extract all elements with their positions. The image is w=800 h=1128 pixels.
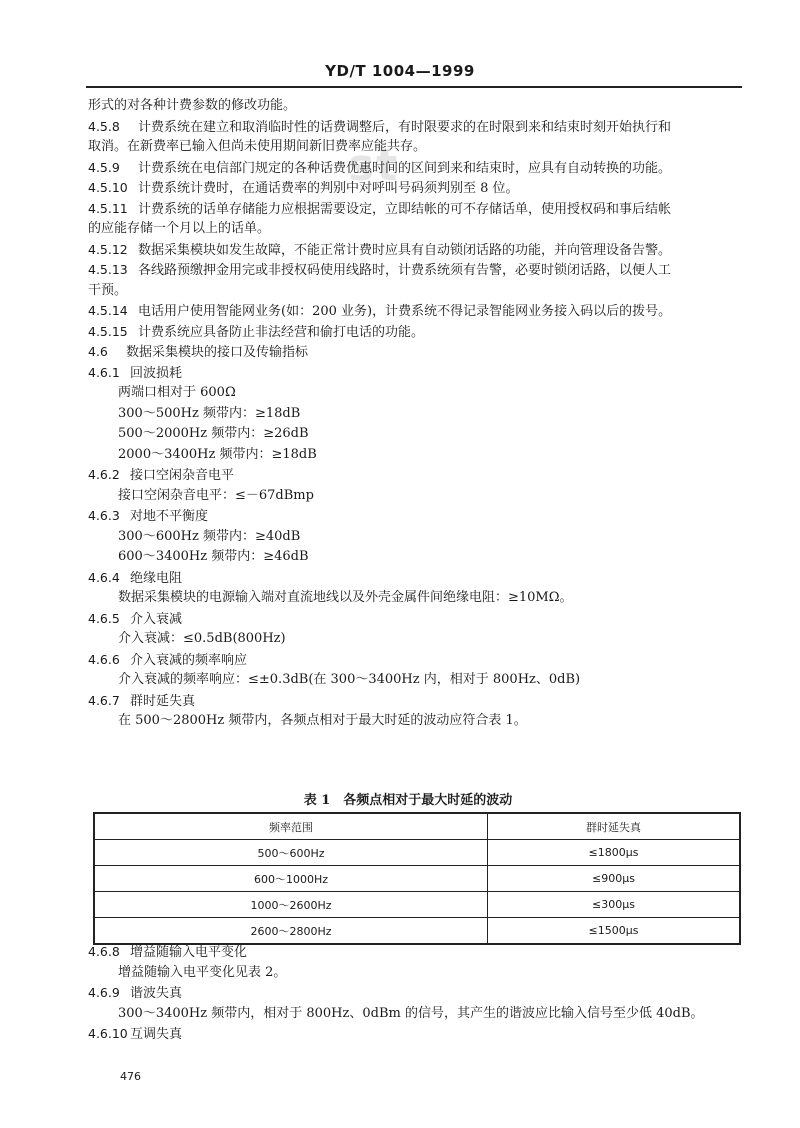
page-number: 476 xyxy=(120,1070,141,1083)
clause-text: 数据采集模块如发生故障，不能正常计费时应具有自动锁闭话路的功能，并向管理设备告警。 xyxy=(138,242,672,258)
text-line xyxy=(88,219,748,240)
clause-number: 4.6.5 xyxy=(88,610,120,626)
table-group-delay xyxy=(93,812,741,945)
clause-text: 计费系统在电信部门规定的各种话费优惠时间的区间到来和结束时，应具有自动转换的功能。 xyxy=(138,160,672,176)
clause-number: 4.6.1 xyxy=(88,364,120,380)
clause-number: 4.5.9 xyxy=(88,159,120,175)
header-rule xyxy=(86,86,742,88)
text-line xyxy=(88,445,748,466)
clause-line xyxy=(88,568,748,589)
clause-text: 两端口相对于 600Ω xyxy=(118,385,236,400)
clause-number: 4.5.12 xyxy=(88,241,128,257)
clause-line xyxy=(88,240,748,261)
table-header-cell: 群时延失真 xyxy=(488,813,741,840)
clause-line xyxy=(88,199,748,220)
text-line xyxy=(88,96,748,117)
body-text-top xyxy=(88,96,748,732)
clause-text: 增益随输入电平变化 xyxy=(130,945,248,960)
clause-number: 4.5.8 xyxy=(88,118,120,134)
table-cell-delay: ≤1500μs xyxy=(488,918,741,945)
clause-number: 4.6.4 xyxy=(88,569,120,585)
text-line xyxy=(88,629,748,650)
clause-number: 4.6 xyxy=(88,344,108,359)
clause-text: 在 500～2800Hz 频带内，各频点相对于最大时延的波动应符合表 1。 xyxy=(118,713,527,728)
clause-text: 互调失真 xyxy=(130,1027,183,1042)
clause-line xyxy=(88,363,748,384)
text-line xyxy=(88,424,748,445)
clause-text: 增益随输入电平变化见表 2。 xyxy=(118,964,287,980)
text-line xyxy=(88,281,748,302)
text-line xyxy=(88,137,748,158)
clause-line xyxy=(88,691,748,712)
clause-number: 4.6.3 xyxy=(88,508,120,523)
clause-number: 4.5.13 xyxy=(88,262,128,277)
table-cell-delay: ≤300μs xyxy=(488,892,741,918)
text-line xyxy=(88,486,748,507)
clause-number: 4.6.9 xyxy=(88,985,120,1000)
table-row xyxy=(94,840,740,866)
clause-line xyxy=(88,942,748,963)
clause-text: 接口空闲杂音电平 xyxy=(130,468,235,483)
clause-number: 4.5.10 xyxy=(88,180,128,195)
clause-line xyxy=(88,465,748,486)
clause-number: 4.6.10 xyxy=(88,1026,128,1041)
clause-number: 4.6.2 xyxy=(88,467,120,482)
clause-line xyxy=(88,650,748,671)
clause-text: 对地不平衡度 xyxy=(130,509,209,524)
clause-line xyxy=(88,158,748,179)
table-row xyxy=(94,866,740,892)
clause-text: 计费系统应具备防止非法经营和偷打电话的功能。 xyxy=(138,324,425,340)
clause-text: 500～2000Hz 频带内：≥26dB xyxy=(118,426,309,441)
clause-text: 电话用户使用智能网业务(如：200 业务)，计费系统不得记录智能网业务接入码以后的拨号。 xyxy=(138,304,672,319)
clause-text: 计费系统在建立和取消临时性的话费调整后，有时限要求的在时限到来和结束时刻开始执行和 xyxy=(138,119,672,135)
clause-number: 4.5.11 xyxy=(88,200,128,216)
table-cell-frequency: 1000～2600Hz xyxy=(94,892,488,918)
clause-line xyxy=(88,117,748,138)
clause-text: 回波损耗 xyxy=(130,365,183,381)
clause-line xyxy=(88,322,748,343)
clause-text: 绝缘电阻 xyxy=(130,570,183,586)
table-cell-delay: ≤900μs xyxy=(488,866,741,892)
text-line xyxy=(88,711,748,732)
clause-line xyxy=(88,506,748,527)
clause-text: 数据采集模块的接口及传输指标 xyxy=(126,345,309,360)
clause-text: 计费系统的话单存储能力应根据需要设定，立即结帐的可不存储话单，使用授权码和事后结帐 xyxy=(138,201,672,217)
table-cell-frequency: 600～1000Hz xyxy=(94,866,488,892)
clause-text: 谐波失真 xyxy=(130,986,183,1001)
clause-line xyxy=(88,301,748,322)
clause-text: 300～3400Hz 频带内，相对于 800Hz、0dBm 的信号，其产生的谐波应比输入信号至少低 40dB。 xyxy=(118,1005,704,1021)
clause-number: 4.5.15 xyxy=(88,323,128,339)
clause-text: 数据采集模块的电源输入端对直流地线以及外壳金属件间绝缘电阻：≥10MΩ。 xyxy=(118,590,573,605)
body-text-bottom xyxy=(88,942,748,1045)
watermark: st xyxy=(348,140,400,191)
text-line xyxy=(88,527,748,548)
clause-text: 计费系统计费时，在通话费率的判别中对呼叫号码须判别至 8 位。 xyxy=(138,181,519,196)
text-line xyxy=(88,1004,748,1025)
clause-line xyxy=(88,983,748,1004)
clause-text: 介入衰减的频率响应 xyxy=(130,652,248,668)
clause-text: 取消。在新费率已输入但尚未使用期间新旧费率应能共存。 xyxy=(88,139,427,154)
table-cell-frequency: 500～600Hz xyxy=(94,840,488,866)
clause-text: 形式的对各种计费参数的修改功能。 xyxy=(88,98,297,113)
table-row xyxy=(94,918,740,945)
table-cell-delay: ≤1800μs xyxy=(488,840,741,866)
clause-text: 2000～3400Hz 频带内：≥18dB xyxy=(118,446,317,462)
table-caption-wrap xyxy=(88,790,748,812)
table-cell-frequency: 2600～2800Hz xyxy=(94,918,488,945)
clause-number: 4.5.14 xyxy=(88,303,128,318)
clause-text: 各线路预缴押金用完或非授权码使用线路时，计费系统须有告警，必要时锁闭话路，以便人工 xyxy=(138,263,672,278)
clause-text: 介入衰减 xyxy=(130,611,183,627)
clause-text: 接口空闲杂音电平：≤－67dBmp xyxy=(118,487,314,503)
text-line xyxy=(88,670,748,691)
clause-line xyxy=(88,609,748,630)
table-caption: 表 1 各频点相对于最大时延的波动 xyxy=(303,793,513,808)
clause-text: 干预。 xyxy=(88,282,128,298)
clause-number: 4.6.6 xyxy=(88,651,120,667)
text-line xyxy=(88,383,748,404)
clause-line xyxy=(88,342,748,363)
clause-line xyxy=(88,178,748,199)
clause-text: 介入衰减：≤0.5dB(800Hz) xyxy=(118,631,286,646)
clause-line xyxy=(88,1024,748,1045)
clause-text: 300～600Hz 频带内：≥40dB xyxy=(118,528,301,544)
clause-number: 4.6.7 xyxy=(88,692,120,708)
clause-text: 300～500Hz 频带内：≥18dB xyxy=(118,405,301,421)
page-header: YD/T 1004—1999 xyxy=(325,62,475,80)
clause-text: 介入衰减的频率响应：≤±0.3dB(在 300～3400Hz 内，相对于 800Hz、0dB) xyxy=(118,672,581,687)
text-line xyxy=(88,547,748,568)
table-row xyxy=(94,892,740,918)
table-header-row xyxy=(94,813,740,840)
text-line xyxy=(88,404,748,425)
clause-line xyxy=(88,260,748,281)
clause-text: 600～3400Hz 频带内：≥46dB xyxy=(118,549,309,564)
clause-text: 的应能存储一个月以上的话单。 xyxy=(88,221,271,236)
clause-text: 群时延失真 xyxy=(130,693,196,709)
clause-number: 4.6.8 xyxy=(88,944,120,959)
table-header-cell: 频率范围 xyxy=(94,813,488,840)
text-line xyxy=(88,963,748,984)
text-line xyxy=(88,588,748,609)
